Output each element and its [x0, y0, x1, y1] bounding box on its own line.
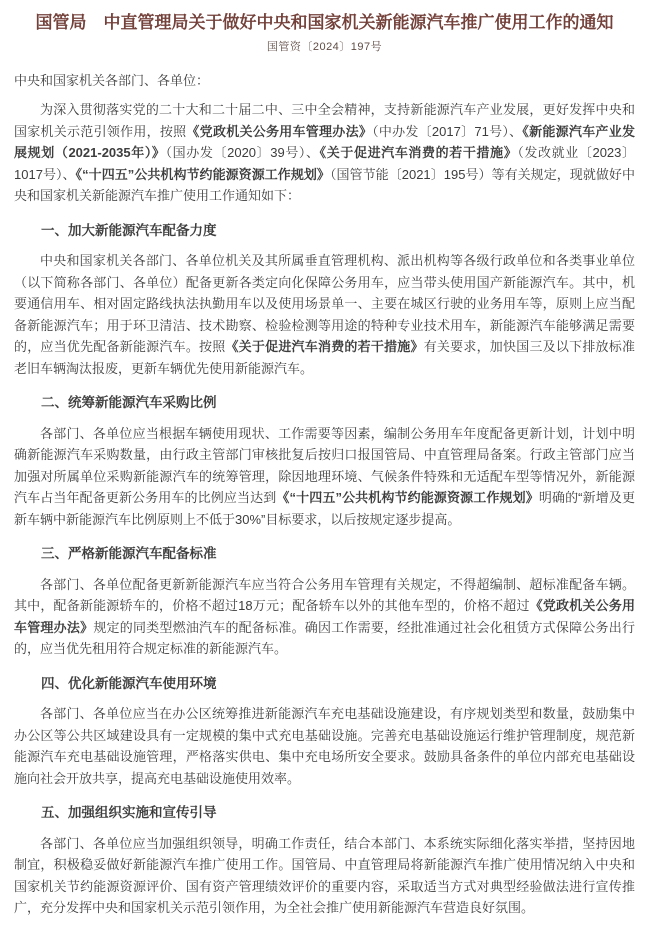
body-text: （国管节能〔2021〕195号）等有关规定，现就做好中央和国家机关新能源汽车推广使用工作通知如下： — [14, 166, 635, 204]
doc-number: 国管资〔2024〕197号 — [266, 40, 383, 53]
section-3-heading: 三、严格新能源汽车配备标准 — [41, 546, 217, 562]
cited-document-title: 《关于促进汽车消费的若干措施》 — [225, 339, 424, 355]
page-title: 国管局 中直管理局关于做好中央和国家机关新能源汽车推广使用工作的通知 — [35, 13, 614, 32]
cited-document-title: 《党政机关公务用车管理办法》 — [186, 123, 373, 139]
body-text: （发改就业〔2023〕1017号）、 — [14, 145, 636, 182]
body-text: 各部门、各单位应当在办公区统筹推进新能源汽车充电基础设施建设，有序规划类型和数量，鼓励集中办公区等公共区域建设具有一定规模的集中式充电基础设施。完善充电基础设施运行维护管理制度，规范新能源汽车充电基础设施管理，严格落实供电、集中充电场所安全要求。鼓励具备条件的单位内部充电基础设施向社会开放共享，提高充电基础设施使用效率。 — [14, 706, 635, 786]
section-3-paragraph — [14, 574, 635, 660]
salutation: 中央和国家机关各部门、各单位： — [14, 72, 210, 88]
body-text: 各部门、各单位配备更新新能源汽车应当符合公务用车管理有关规定，不得超编制、超标准配备车辆。其中，配备新能源轿车的，价格不超过18万元；配备轿车以外的其他车型的，价格不超过 — [14, 576, 635, 614]
cited-document-title: 《“十四五”公共机构节约能源资源工作规划》 — [75, 166, 330, 182]
section-2-paragraph — [14, 423, 635, 531]
section-1-paragraph — [14, 250, 635, 379]
section-2-heading: 二、统筹新能源汽车采购比例 — [41, 395, 217, 411]
section-5-heading: 五、加强组织实施和宣传引导 — [41, 805, 217, 821]
section-4-heading: 四、优化新能源汽车使用环境 — [41, 675, 217, 691]
cited-document-title: 《“十四五”公共机构节约能源资源工作规划》 — [276, 490, 539, 506]
body-text: （中办发〔2017〕71号）、 — [372, 123, 523, 139]
body-text: （国办发〔2020〕39号）、 — [165, 145, 320, 161]
cited-document-title: 《党政机关公务用车管理办法》 — [14, 598, 635, 635]
body-text: 中央和国家机关各部门、各单位机关及其所属垂直管理机构、派出机构等各级行政单位和各类事业单位（以下简称各部门、各单位）配备更新各类定向化保障公务用车，应当带头使用国产新能源汽车。其中，机要通信用车、相对固定路线执法执勤用车以及使用场景单一、主要在城区行驶的业务用车等，原则上应当配备新能源汽车；用于环卫清洁、技术勘察、检验检测等用途的特种专业技术用车，新能源汽车能够满足需要的，应当优先配备新能源汽车。按照 — [14, 253, 635, 355]
section-1-heading: 一、加大新能源汽车配备力度 — [41, 222, 217, 238]
body-text: 有关要求，加快国三及以下排放标准老旧车辆淘汰报废，更新车辆优先使用新能源汽车。 — [14, 339, 635, 376]
cited-document-title: 《新能源汽车产业发展规划（2021-2035年）》 — [14, 123, 635, 161]
cited-document-title: 《关于促进汽车消费的若干措施》 — [319, 145, 518, 161]
body-text: 各部门、各单位应当加强组织领导，明确工作责任，结合本部门、本系统实际细化落实举措，坚持因地制宜，积极稳妥做好新能源汽车推广使用工作。国管局、中直管理局将新能源汽车推广使用情况纳入中央和国家机关节约能源资源评价、国有资产管理绩效评价的重要内容，采取适当方式对典型经验做法进行宣传推广，充分发挥中央和国家机关示范引领作用，为全社会推广使用新能源汽车营造良好氛围。 — [14, 835, 635, 916]
intro-paragraph — [14, 99, 635, 207]
body-text: 为深入贯彻落实党的二十大和二十届二中、三中全会精神，支持新能源汽车产业发展，更好发挥中央和国家机关示范引领作用，按照 — [14, 102, 635, 139]
body-text: 规定的同类型燃油汽车的配备标准。确因工作需要，经批准通过社会化租赁方式保障公务出行的，应当优先租用符合规定标准的新能源汽车。 — [14, 619, 635, 657]
body-text: 明确的“新增及更新车辆中新能源汽车比例原则上不低于30%”目标要求，以后按规定逐步提高。 — [14, 490, 635, 527]
section-5-paragraph — [14, 833, 635, 919]
section-4-paragraph — [14, 703, 635, 789]
body-text: 各部门、各单位应当根据车辆使用现状、工作需要等因素，编制公务用车年度配备更新计划，计划中明确新能源汽车采购数量，由行政主管部门审核批复后按归口报国管局、中直管理局备案。行政主管部门应当加强对所属单位采购新能源汽车的统筹管理，除因地理环境、气候条件特殊和无适配车型等情况外，新能源汽车占当年配备更新公务用车的比例应当达到 — [14, 425, 635, 506]
